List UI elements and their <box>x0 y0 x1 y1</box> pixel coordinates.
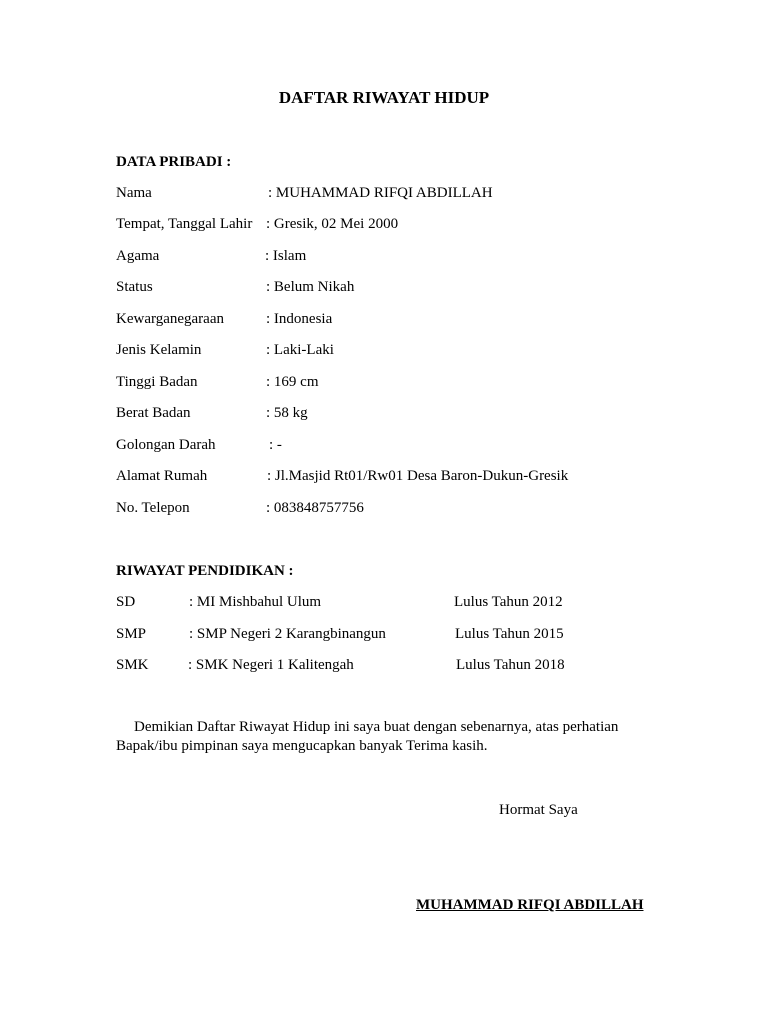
personal-row-label: Alamat Rumah <box>116 468 208 484</box>
education-school: : SMK Negeri 1 Kalitengah <box>188 657 354 673</box>
education-level: SMP <box>116 626 147 642</box>
education-level: SD <box>116 594 136 610</box>
personal-row-value: : Islam <box>265 248 307 264</box>
personal-row-value: : Indonesia <box>266 311 333 327</box>
personal-row-label: Tempat, Tanggal Lahir <box>116 216 253 232</box>
education-graduated: Lulus Tahun 2012 <box>454 594 563 610</box>
personal-row-value: : 169 cm <box>266 374 319 390</box>
personal-row-value: : Jl.Masjid Rt01/Rw01 Desa Baron-Dukun-Gresik <box>267 468 569 484</box>
personal-row-label: Status <box>116 279 153 295</box>
personal-row-label: Jenis Kelamin <box>116 342 202 358</box>
personal-row-value: : Gresik, 02 Mei 2000 <box>266 216 399 232</box>
personal-row-value: : MUHAMMAD RIFQI ABDILLAH <box>268 185 493 201</box>
personal-row-label: No. Telepon <box>116 500 190 516</box>
personal-row-label: Nama <box>116 185 152 201</box>
personal-data-heading: DATA PRIBADI : <box>116 154 232 170</box>
personal-row-label: Tinggi Badan <box>116 374 198 390</box>
personal-row-value: : - <box>269 437 282 453</box>
closing-greeting: Hormat Saya <box>499 802 578 818</box>
personal-row-value: : Laki-Laki <box>266 342 334 358</box>
personal-row-label: Golongan Darah <box>116 437 216 453</box>
closing-paragraph: Demikian Daftar Riwayat Hidup ini saya buat dengan sebenarnya, atas perhatian Bapak/ibu pimpinan saya mengucapkan banyak Terima kasih. <box>116 719 619 754</box>
personal-row-value: : 083848757756 <box>266 500 364 516</box>
personal-row-label: Agama <box>116 248 160 264</box>
personal-row-label: Berat Badan <box>116 405 191 421</box>
education-school: : SMP Negeri 2 Karangbinangun <box>189 626 386 642</box>
personal-row-value: : 58 kg <box>266 405 308 421</box>
personal-row-value: : Belum Nikah <box>266 279 355 295</box>
education-heading: RIWAYAT PENDIDIKAN : <box>116 563 294 579</box>
education-level: SMK <box>116 657 149 673</box>
document-title: DAFTAR RIWAYAT HIDUP <box>278 88 490 107</box>
signer-name: MUHAMMAD RIFQI ABDILLAH <box>416 897 644 913</box>
education-school: : MI Mishbahul Ulum <box>189 594 322 610</box>
personal-row-label: Kewarganegaraan <box>116 311 224 327</box>
education-graduated: Lulus Tahun 2015 <box>455 626 564 642</box>
education-graduated: Lulus Tahun 2018 <box>456 657 565 673</box>
